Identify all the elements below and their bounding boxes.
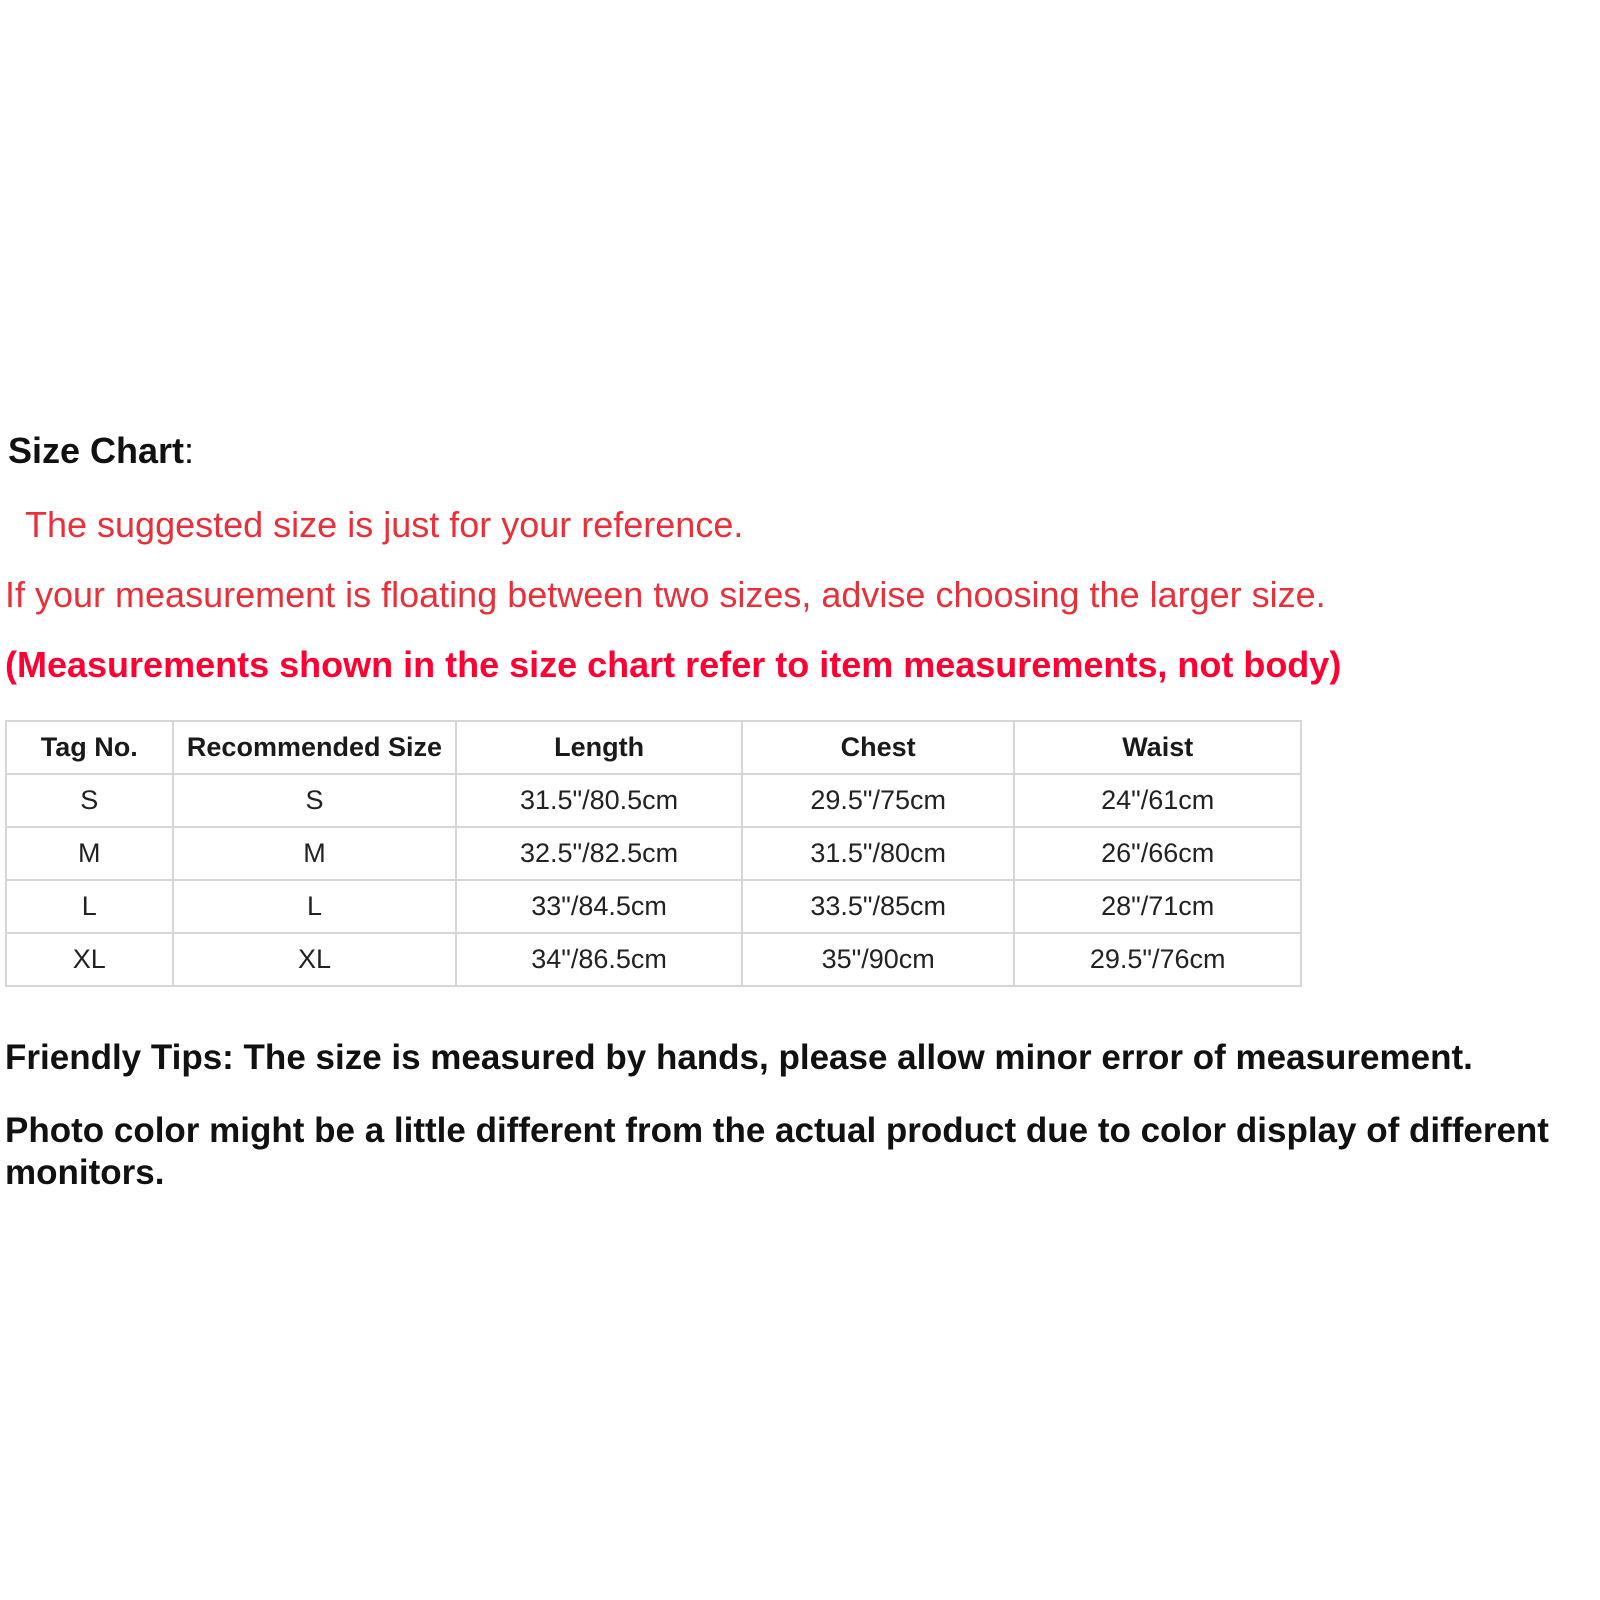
table-row xyxy=(6,827,1301,880)
title-text: Size Chart xyxy=(8,430,185,471)
cell-tag-no: L xyxy=(6,880,173,933)
cell-chest: 31.5"/80cm xyxy=(742,827,1015,880)
header-chest: Chest xyxy=(742,721,1015,774)
header-tag-no: Tag No. xyxy=(6,721,173,774)
table-row xyxy=(6,933,1301,986)
size-chart-title xyxy=(8,430,194,472)
title-colon: : xyxy=(184,430,195,471)
header-recommended-size: Recommended Size xyxy=(173,721,457,774)
table-row xyxy=(6,774,1301,827)
cell-waist: 29.5"/76cm xyxy=(1014,933,1301,986)
cell-waist: 28"/71cm xyxy=(1014,880,1301,933)
table-row xyxy=(6,880,1301,933)
cell-recommended-size: XL xyxy=(173,933,457,986)
cell-chest: 33.5"/85cm xyxy=(742,880,1015,933)
header-length: Length xyxy=(456,721,742,774)
header-waist: Waist xyxy=(1014,721,1301,774)
cell-recommended-size: L xyxy=(173,880,457,933)
cell-length: 34"/86.5cm xyxy=(456,933,742,986)
reference-note: The suggested size is just for your reference. xyxy=(25,504,744,545)
cell-tag-no: M xyxy=(6,827,173,880)
photo-color-note: Photo color might be a little different from the actual product due to color display of different monitors. xyxy=(5,1111,1549,1192)
cell-length: 31.5"/80.5cm xyxy=(456,774,742,827)
cell-tag-no: S xyxy=(6,774,173,827)
cell-recommended-size: M xyxy=(173,827,457,880)
cell-chest: 29.5"/75cm xyxy=(742,774,1015,827)
friendly-tips: Friendly Tips: The size is measured by hands, please allow minor error of measurement. xyxy=(5,1038,1473,1077)
cell-recommended-size: S xyxy=(173,774,457,827)
cell-chest: 35"/90cm xyxy=(742,933,1015,986)
cell-waist: 24"/61cm xyxy=(1014,774,1301,827)
cell-length: 33"/84.5cm xyxy=(456,880,742,933)
cell-waist: 26"/66cm xyxy=(1014,827,1301,880)
table-header-row xyxy=(6,721,1301,774)
floating-size-note: If your measurement is floating between two sizes, advise choosing the larger size. xyxy=(5,574,1326,615)
measurements-note: (Measurements shown in the size chart refer to item measurements, not body) xyxy=(5,644,1342,685)
cell-length: 32.5"/82.5cm xyxy=(456,827,742,880)
cell-tag-no: XL xyxy=(6,933,173,986)
size-table xyxy=(5,720,1302,987)
